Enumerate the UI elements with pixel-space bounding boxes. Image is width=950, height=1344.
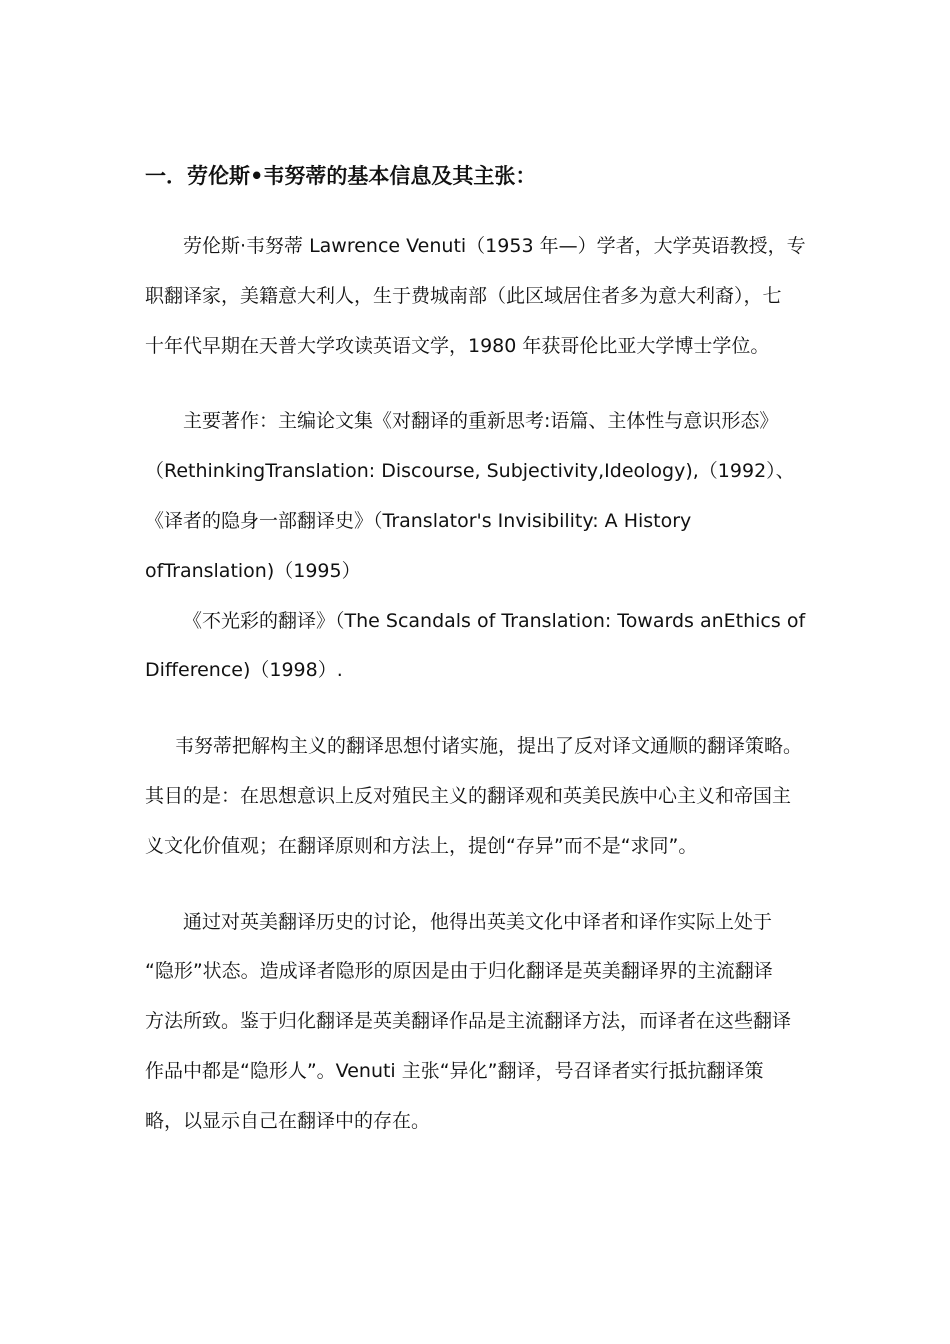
works-line: 《译者的隐身一部翻译史》（Translator's Invisibility: A History [145, 509, 692, 532]
intro-line: 十年代早期在天普大学攻读英语文学，1980 年获哥伦比亚大学博士学位。 [145, 334, 770, 357]
invisibility-line: 通过对英美翻译历史的讨论，他得出英美文化中译者和译作实际上处于 [183, 910, 773, 933]
document-body [145, 150, 810, 1147]
invisibility-paragraph [145, 898, 810, 1147]
invisibility-line: 略，以显示自己在翻译中的存在。 [145, 1109, 431, 1132]
invisibility-line: 作品中都是“隐形人”。Venuti 主张“异化”翻译，号召译者实行抵抗翻译策 [145, 1059, 764, 1082]
works-line: ofTranslation)（1995） [145, 559, 361, 582]
invisibility-line: “隐形”状态。造成译者隐形的原因是由于归化翻译是英美翻译界的主流翻译 [145, 960, 773, 983]
intro-line: 职翻译家，美籍意大利人，生于费城南部（此区域居住者多为意大利裔），七 [145, 284, 782, 307]
strategy-paragraph [145, 722, 810, 871]
strategy-line: 韦努蒂把解构主义的翻译思想付诸实施，提出了反对译文通顺的翻译策略。 [175, 735, 803, 758]
strategy-line: 其目的是：在思想意识上反对殖民主义的翻译观和英美民族中心主义和帝国主 [145, 784, 792, 807]
strategy-line: 义文化价值观；在翻译原则和方法上，提创“存异”而不是“求同”。 [145, 834, 698, 857]
works-line: Difference)（1998）. [145, 659, 343, 682]
works-line: 《不光彩的翻译》（The Scandals of Translation: Towards anEthics of [183, 609, 806, 632]
invisibility-line: 方法所致。鉴于归化翻译是英美翻译作品是主流翻译方法，而译者在这些翻译 [145, 1010, 792, 1033]
intro-paragraph [145, 222, 810, 371]
intro-line: 劳伦斯·韦努蒂 Lawrence Venuti（1953 年—）学者，大学英语教授，专 [183, 235, 806, 257]
works-paragraph [145, 397, 810, 696]
section-heading: 一．劳伦斯•韦努蒂的基本信息及其主张： [145, 164, 537, 188]
works-line: 主要著作：主编论文集《对翻译的重新思考:语篇、主体性与意识形态》 [183, 410, 779, 433]
works-line: （RethinkingTranslation: Discourse, Subjectivity,Ideology),（1992）、 [145, 460, 795, 483]
